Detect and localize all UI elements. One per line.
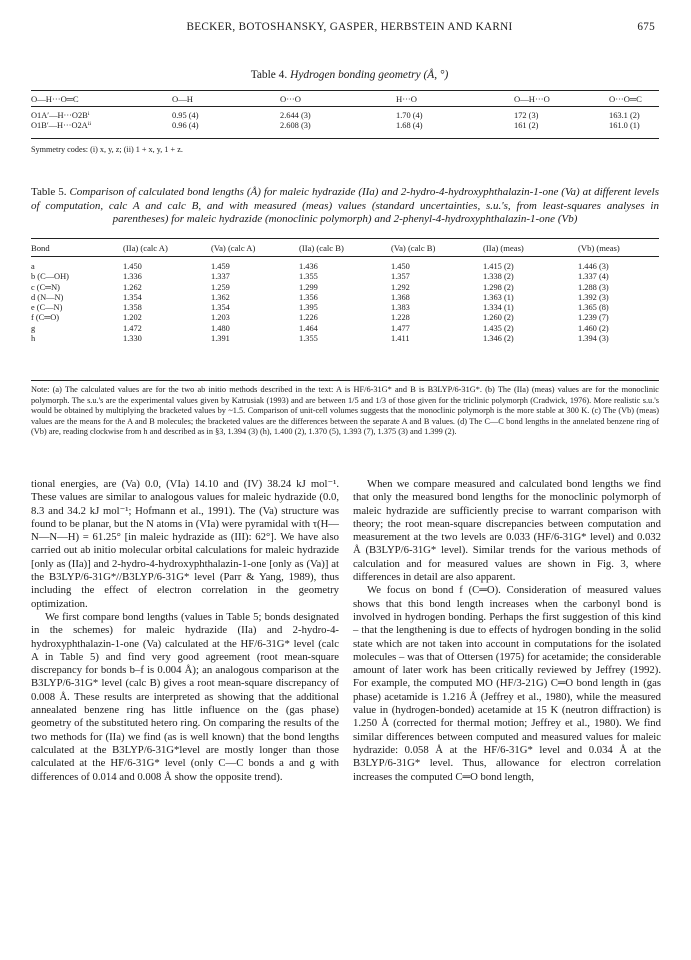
table5-column-header: (IIa) (calc A) [123,243,168,254]
running-head-authors: BECKER, BOTOSHANSKY, GASPER, HERBSTEIN AND KARNI [186,21,513,33]
table5-row [31,293,659,303]
table5-cell: 1.358 [123,303,142,313]
table5-cell: 1.337 [211,272,230,282]
table4-column-header: O—H···O [514,94,550,104]
table5-cell: 1.356 [299,292,318,302]
table4-bottom-rule [31,138,659,139]
table5-column-header: (Va) (calc B) [391,243,436,254]
table5-bond-label: g [31,323,36,333]
table5-cell: 1.226 [299,313,318,323]
table5-cell: 1.459 [211,262,230,271]
table5-cell: 1.460 (2) [578,323,609,333]
table5-column-header: (IIa) (calc B) [299,243,344,254]
table5-cell: 1.450 [391,262,410,271]
table5-cell: 1.354 [123,292,142,302]
table5-cell: 1.415 (2) [483,262,514,271]
table5-cell: 1.203 [211,313,230,323]
table5-cell: 1.355 [299,272,318,282]
table4-cell: 1.70 (4) [396,111,423,120]
running-head [44,21,655,37]
table4-header [31,92,659,106]
table5-header-rule [31,256,659,257]
table5-header [31,240,659,257]
table5-cell: 1.365 (8) [578,303,609,313]
table5-cell: 1.472 [123,323,142,333]
table5-cell: 1.262 [123,282,142,292]
table5-cell: 1.391 [211,334,230,344]
table4-body [31,106,659,131]
table5-cell: 1.464 [299,323,318,333]
table4-symmetry-codes: Symmetry codes: (i) x, y, z; (ii) 1 + x, y, 1 + z. [31,145,183,154]
table5-cell: 1.435 (2) [483,323,514,333]
table4-cell: 163.1 (2) [609,111,640,120]
table5-row [31,324,659,334]
table4-top-rule [31,90,659,91]
table5-caption [31,186,659,227]
body-paragraph: When we compare measured and calculated bond lengths we find that only the measured bond lengths for the monoclinic polymorph of maleic hydrazide are sufficiently precise to warrant comparison with theory; the root mean-square discrepancies between computation and measurement at the two levels are 0.033 (HF/6-31G* level) and 0.032 Å (B3LYP/6-31G* level). Similar trends for the various methods of calculation and for measured values are shown in Fig. 3, where differences in detail are also apparent. [353,478,661,584]
table4-column-header: H···O [396,94,417,104]
table5-row [31,313,659,323]
table5-label: Table 5. [31,186,67,198]
table5-column-header: (Va) (calc A) [211,243,256,254]
table5-cell: 1.298 (2) [483,282,514,292]
table5-bond-label: c (C═N) [31,282,60,292]
table4-cell: O1B′—H···O2Aⁱⁱ [31,121,92,130]
table5-cell: 1.446 (3) [578,262,609,271]
table5-top-rule [31,238,659,239]
body-paragraph: We focus on bond f (C═O). Consideration of measured values shows that this bond length increases when the carbonyl bond is involved in hydrogen bonding. Perhaps the first suggestion of this kind – that the lengthening is due to effects of hydrogen bonding in the solid state which are not taken into account in computations for the isolated molecules – was that of Ottersen (1975) for acetamide; the considerable amount of later work has been critically reviewed by Jeffrey (1992). For example, the computed MO (HF/3-21G) C═O bond length in (gas phase) acetamide is 1.216 Å (Jeffrey et al., 1980), while the measured value in (hydrogen-bonded) acetamide at 15 K (neutron diffraction) is 1.250 Å (corrected for thermal motion; Jeffrey et al., 1980). We find similar differences between computed and measured values for maleic hydrazide: 0.058 Å at the HF/6-31G* level and 0.034 Å at the B3LYP/6-31G* level. Thus, allowance for electron correlation increases the computed C═O bond length, [353,584,661,783]
table5-cell: 1.334 (1) [483,303,514,313]
table5-cell: 1.354 [211,303,230,313]
table5-body [31,257,659,344]
table5-cell: 1.355 [299,334,318,344]
table4-column-header: O···O═C [609,94,642,104]
table5-bond-label: d (N—N) [31,292,64,302]
table4-cell: 0.96 (4) [172,121,199,130]
table5-cell: 1.239 (7) [578,313,609,323]
table5-cell: 1.368 [391,292,410,302]
table5-row [31,283,659,293]
table5-cell: 1.477 [391,323,410,333]
table4 [31,92,659,131]
body-column-left [31,478,339,784]
table4-cell: 0.95 (4) [172,111,199,120]
table5-cell: 1.395 [299,303,318,313]
table5-cell: 1.330 [123,334,142,344]
table5-row [31,257,659,272]
table5-cell: 1.299 [299,282,318,292]
table5-cell: 1.363 (1) [483,292,514,302]
table4-column-header: O—H [172,94,194,104]
body-column-right [353,478,661,784]
table4-column-header: O—H···O═C [31,94,79,104]
table5-cell: 1.480 [211,323,230,333]
table5-column-header: (Vb) (meas) [578,243,620,254]
table5-cell: 1.392 (3) [578,292,609,302]
table5-column-header: Bond [31,243,50,254]
table5-bond-label: e (C—N) [31,303,63,313]
table4-cell: 172 (3) [514,111,539,120]
table5-cell: 1.436 [299,262,318,271]
table5-row [31,272,659,282]
table5-cell: 1.411 [391,334,410,344]
table5-cell: 1.202 [123,313,142,323]
table5-cell: 1.260 (2) [483,313,514,323]
table4-row [31,106,659,121]
table4-header-rule [31,106,659,107]
body-paragraph: We first compare bond lengths (values in Table 5; bonds designated in the schemes) for maleic hydrazide (IIa) and 2-hydro-4-hydroxyphthalazin-1-one (Va) calculated at the HF/6-31G* level (calc A in Table 5) and find very good agreement (root mean-square discrepancy for bonds b–f is 0.004 Å); an analogous comparison at the B3LYP/6-31G* level (calc B) gives a root mean-square discrepancy of 0.008 Å. These results are interpreted as showing that the additional annealated benzene ring has little influence on the (gas phase) geometry of the substituted hetero ring. On comparing the results of the two methods for (IIa) we find (as is well known) that the bond lengths calculated at the B3LYP/6-31G*level are mostly longer than those calculated at the HF/6-31G* level (only C—C bonds a and g with differences of 0.014 and 0.008 Å show the opposite trend). [31,610,339,783]
table4-cell: 161 (2) [514,121,539,130]
table5-bond-label: a [31,262,35,271]
table4-caption [44,69,655,81]
table5-column-header: (IIa) (meas) [483,243,524,254]
table5-cell: 1.357 [391,272,410,282]
table4-cell: 161.0 (1) [609,121,640,130]
table5-bond-label: h [31,334,36,344]
table5-row [31,334,659,344]
table5-cell: 1.346 (2) [483,334,514,344]
table4-label: Table 4. [250,69,288,81]
table5-bond-label: b (C—OH) [31,272,69,282]
table4-cell: 2.644 (3) [280,111,311,120]
table5-row [31,303,659,313]
table5-cell: 1.288 (3) [578,282,609,292]
table5-cell: 1.338 (2) [483,272,514,282]
table5-cell: 1.450 [123,262,142,271]
table5-cell: 1.228 [391,313,410,323]
table4-title: Hydrogen bonding geometry (Å, °) [290,69,449,81]
table5-cell: 1.362 [211,292,230,302]
table4-cell: 1.68 (4) [396,121,423,130]
table4-cell: 2.608 (3) [280,121,311,130]
table4-column-header: O···O [280,94,301,104]
table5-cell: 1.292 [391,282,410,292]
table5-note: Note: (a) The calculated values are for the two ab initio methods described in the text: A is HF/6-31G* and B is B3LYP/6-31G*. (b) The (IIa) (meas) values are for the monoclinic polymorph. The s.u.'s are the experimental values given by Katrusiak (1993) and are between 1/5 and 1/3 of those given for the triclinic polymorph (Cradwick, 1976). More realistic s.u.'s would be obtained by multiplying the bracketed values by ~1.5. Comparison of unit-cell volumes suggests that the monoclinic polymorph is the more stable at 300 K. (c) The (Vb) (meas) values are the means for the A and B molecules; the bracketed values are the differences between the separate A and B values. (d) The C—C bond lengths in the annelated benzene ring of (Vb) are, reading clockwise from h and described as in §3, 1.394 (3) (h), 1.400 (2), 1.370 (5), 1.393 (7), 1.375 (3) and 1.399 (2). [31,385,659,436]
table5-cell: 1.336 [123,272,142,282]
body-paragraph: tional energies, are (Va) 0.0, (VIa) 14.10 and (IV) 38.24 kJ mol⁻¹. These values are similar to analogous values for maleic hydrazide (0.0, 8.3 and 34.2 kJ mol⁻¹; Hofmann et al., 1991). The (Va) structure was found to be planar, but the N atoms in (VIa) were pyramidal with τ(H—N—N—H) = 61.25° [in maleic hydrazide as (III): 62°]. We have also carried out ab initio molecular orbital calculations for maleic hydrazide [only as (IIa)] and 2-hydro-4-hydroxyphthalazin-1-one [only as (Va)] at the B3LYP/6-31G*//B3LYP/6-31G* level (Parr & Yang, 1989), thus including the effect of electron correlation in the geometry optimization. [31,478,339,610]
table4-cell: O1A′—H···O2Bⁱ [31,111,90,120]
table5-cell: 1.383 [391,303,410,313]
table5-title: Comparison of calculated bond lengths (Å) for maleic hydrazide (IIa) and 2-hydro-4-hydroxyphthalazin-1-one (Va) at different levels of computation, calc A and calc B, and with measured (meas) values (standard uncertainties, s.u.'s, from least-squares analyses in parentheses) for maleic hydrazide (monoclinic polymorph) and 2-phenyl-4-hydroxyphthalazin-1-one (Vb) [31,186,659,226]
table5-cell: 1.394 (3) [578,334,609,344]
table4-row [31,121,659,131]
page-number: 675 [637,21,655,33]
table5-bottom-rule [31,380,659,381]
table5-cell: 1.337 (4) [578,272,609,282]
table5-cell: 1.259 [211,282,230,292]
table5-bond-label: f (C═O) [31,313,60,323]
